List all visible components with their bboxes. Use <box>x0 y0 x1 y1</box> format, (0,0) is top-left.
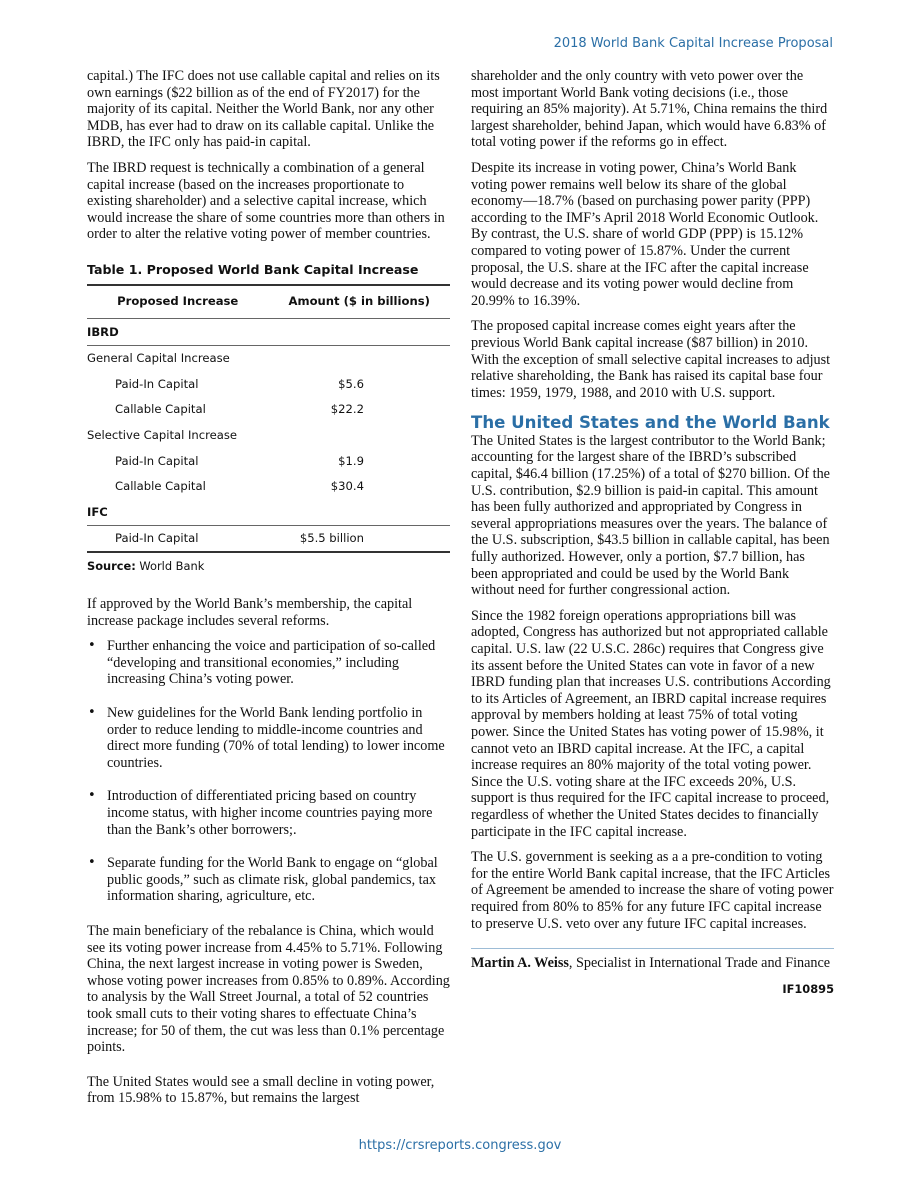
row-label: Selective Capital Increase <box>87 428 238 442</box>
paragraph: Despite its increase in voting power, China’s World Bank voting power remains well below its share of the global economy—18.7% (based on purchasing power parity (PPP) according to the IMF’s April 2018 World Economic Outlook. By contrast, the U.S. share of world GDP (PPP) is 15.12% compared to voting power of 15.87%. Under the current proposal, the U.S. share at the IFC after the capital increase would decrease and its voting power would decline from 20.99% to 16.39%. <box>471 159 819 309</box>
row-label: Paid-In Capital <box>87 525 268 552</box>
table-row <box>87 397 450 423</box>
paragraph: The U.S. government is seeking as a a pre-condition to voting for the entire World Bank capital increase, that the IFC Articles of Agreement be amended to increase the share of voting power required from 80% to 85% for any future IFC capital increase to preserve U.S. veto over any future IFC capital increases. <box>471 849 834 932</box>
author-line <box>471 955 834 972</box>
paragraph: The main beneficiary of the rebalance is China, which would see its voting power increase from 4.45% to 5.71%. Following China, the next largest increase in voting power is Sweden, whose voting power increases from 0.85% to 0.89%. According to analysis by the Wall Street Journal, a total of 52 countries took small cuts to their voting shares to effectuate China’s increase; for 50 of them, the cut was less than 0.1% percentage points. <box>87 922 450 1056</box>
table-row <box>87 474 450 500</box>
section-label-ibrd: IBRD <box>87 319 268 346</box>
row-value: $5.6 <box>338 376 364 391</box>
row-value: $1.9 <box>338 453 364 468</box>
paragraph: Since the 1982 foreign operations appropriations bill was adopted, Congress has authorized but not appropriated callable capital. U.S. law (22 U.S.C. 286c) requires that Congress give its assent before the United States can vote in favor of a new IBRD funding plan that increases U.S. contributions According to its Articles of Agreement, an IBRD capital increase requires approval by members holding at least 75% of total voting power. Since the United States has voting power of 15.98%, it cannot veto an IBRD capital increase. At the IFC, a capital increase requires an 80% majority of the total voting power. Since the U.S. voting share at the IFC exceeds 20%, U.S. support is thus required for the IFC capital increase to proceed, regardless of whether the United States decides to financially participate in the IFC capital increase. <box>471 607 831 840</box>
running-header: 2018 World Bank Capital Increase Proposal <box>553 36 833 51</box>
row-label: Paid-In Capital <box>115 453 199 468</box>
table-row <box>87 371 450 397</box>
table-caption: Table 1. Proposed World Bank Capital Increase <box>87 261 419 277</box>
table-row <box>87 499 450 525</box>
paragraph: The United States is the largest contributor to the World Bank; accounting for the largest share of the IBRD’s subscribed capital, $46.4 billion (17.25%) of a total of $270 billion. Of the U.S. contribution, $2.9 billion is paid-in capital. This amount has been fully authorized and appropriated by Congress in several appropriations measures over the years. The balance of the U.S. subscription, $43.5 billion in callable capital, has been fully authorized. However, only a portion, $7.7 billion, has been appropriated and could be used by the World Bank without need for further congressional action. <box>471 432 830 599</box>
document-id: IF10895 <box>782 981 834 996</box>
paragraph: The United States would see a small decline in voting power, from 15.98% to 15.87%, but remains the largest <box>87 1073 435 1107</box>
footer-link[interactable]: https://crsreports.congress.gov <box>358 1138 562 1153</box>
source-text: World Bank <box>135 559 205 574</box>
row-label: Callable Capital <box>115 402 206 417</box>
column-header-amount: Amount ($ in billions) <box>268 285 450 319</box>
author-divider <box>471 948 834 949</box>
section-heading: The United States and the World Bank <box>471 413 830 433</box>
row-label: Callable Capital <box>115 479 206 494</box>
row-value: $22.2 <box>330 402 364 417</box>
table-row <box>87 423 450 449</box>
author-name: Martin A. Weiss <box>471 955 569 972</box>
table-row <box>87 319 450 346</box>
author-title: , Specialist in International Trade and Finance <box>568 955 831 972</box>
list-item: • Separate funding for the World Bank to engage on “global public goods,” such as climate risk, global pandemics, tax information sharing, agriculture, etc. <box>87 855 450 905</box>
row-label: General Capital Increase <box>87 351 230 366</box>
table-row <box>87 448 450 474</box>
row-value: $5.5 billion <box>268 525 450 552</box>
paragraph: If approved by the World Bank’s membership, the capital increase package includes several reforms. <box>87 596 413 629</box>
paragraph: shareholder and the only country with veto power over the most important World Bank voting decisions (i.e., those requiring an 85% majority). At 5.71%, China remains the third largest shareholder, behind Japan, which would have 6.83% of total voting power if the reforms go in effect. <box>471 68 828 151</box>
row-label: Paid-In Capital <box>115 376 199 391</box>
section-label-ifc: IFC <box>87 499 268 525</box>
column-header-proposed: Proposed Increase <box>87 285 268 319</box>
table-row <box>87 525 450 552</box>
paragraph: The proposed capital increase comes eight years after the previous World Bank capital increase ($87 billion) in 2010. With the exception of small selective capital increases to adjust relative shareholding, the Bank has raised its capital base four times: 1959, 1979, 1988, and 2010 with U.S. support. <box>471 318 831 401</box>
row-value: $30.4 <box>330 479 364 494</box>
right-column <box>471 68 834 997</box>
paragraph: capital.) The IFC does not use callable capital and relies on its own earnings ($22 billion as of the end of FY2017) for the majority of its capital. Neither the World Bank, nor any other MDB, has ever had to draw on its callable capital. Unlike the IBRD, the IFC only has paid-in capital. <box>87 68 440 151</box>
table-header-row <box>87 285 450 319</box>
list-item: • Introduction of differentiated pricing based on country income status, with higher income countries paying more than the Bank’s other borrowers;. <box>87 788 450 838</box>
table-source <box>87 558 450 575</box>
paragraph: The IBRD request is technically a combination of a general capital increase (based on the increases proportionate to existing shareholder) and a selective capital increase, which would increase the share of some countries more than others in order to alter the relative voting power of member countries. <box>87 159 445 243</box>
reforms-list <box>87 638 450 905</box>
source-label: Source: <box>87 559 136 574</box>
capital-increase-table <box>87 284 450 554</box>
left-column <box>87 68 450 1116</box>
list-item: • Further enhancing the voice and participation of so-called “developing and transitional economies,” including increasing China’s voting power. <box>87 638 450 688</box>
table-row <box>87 345 450 371</box>
list-item: • New guidelines for the World Bank lending portfolio in order to reduce lending to middle-income countries and direct more funding (70% of total lending) to lower income countries. <box>87 705 450 771</box>
